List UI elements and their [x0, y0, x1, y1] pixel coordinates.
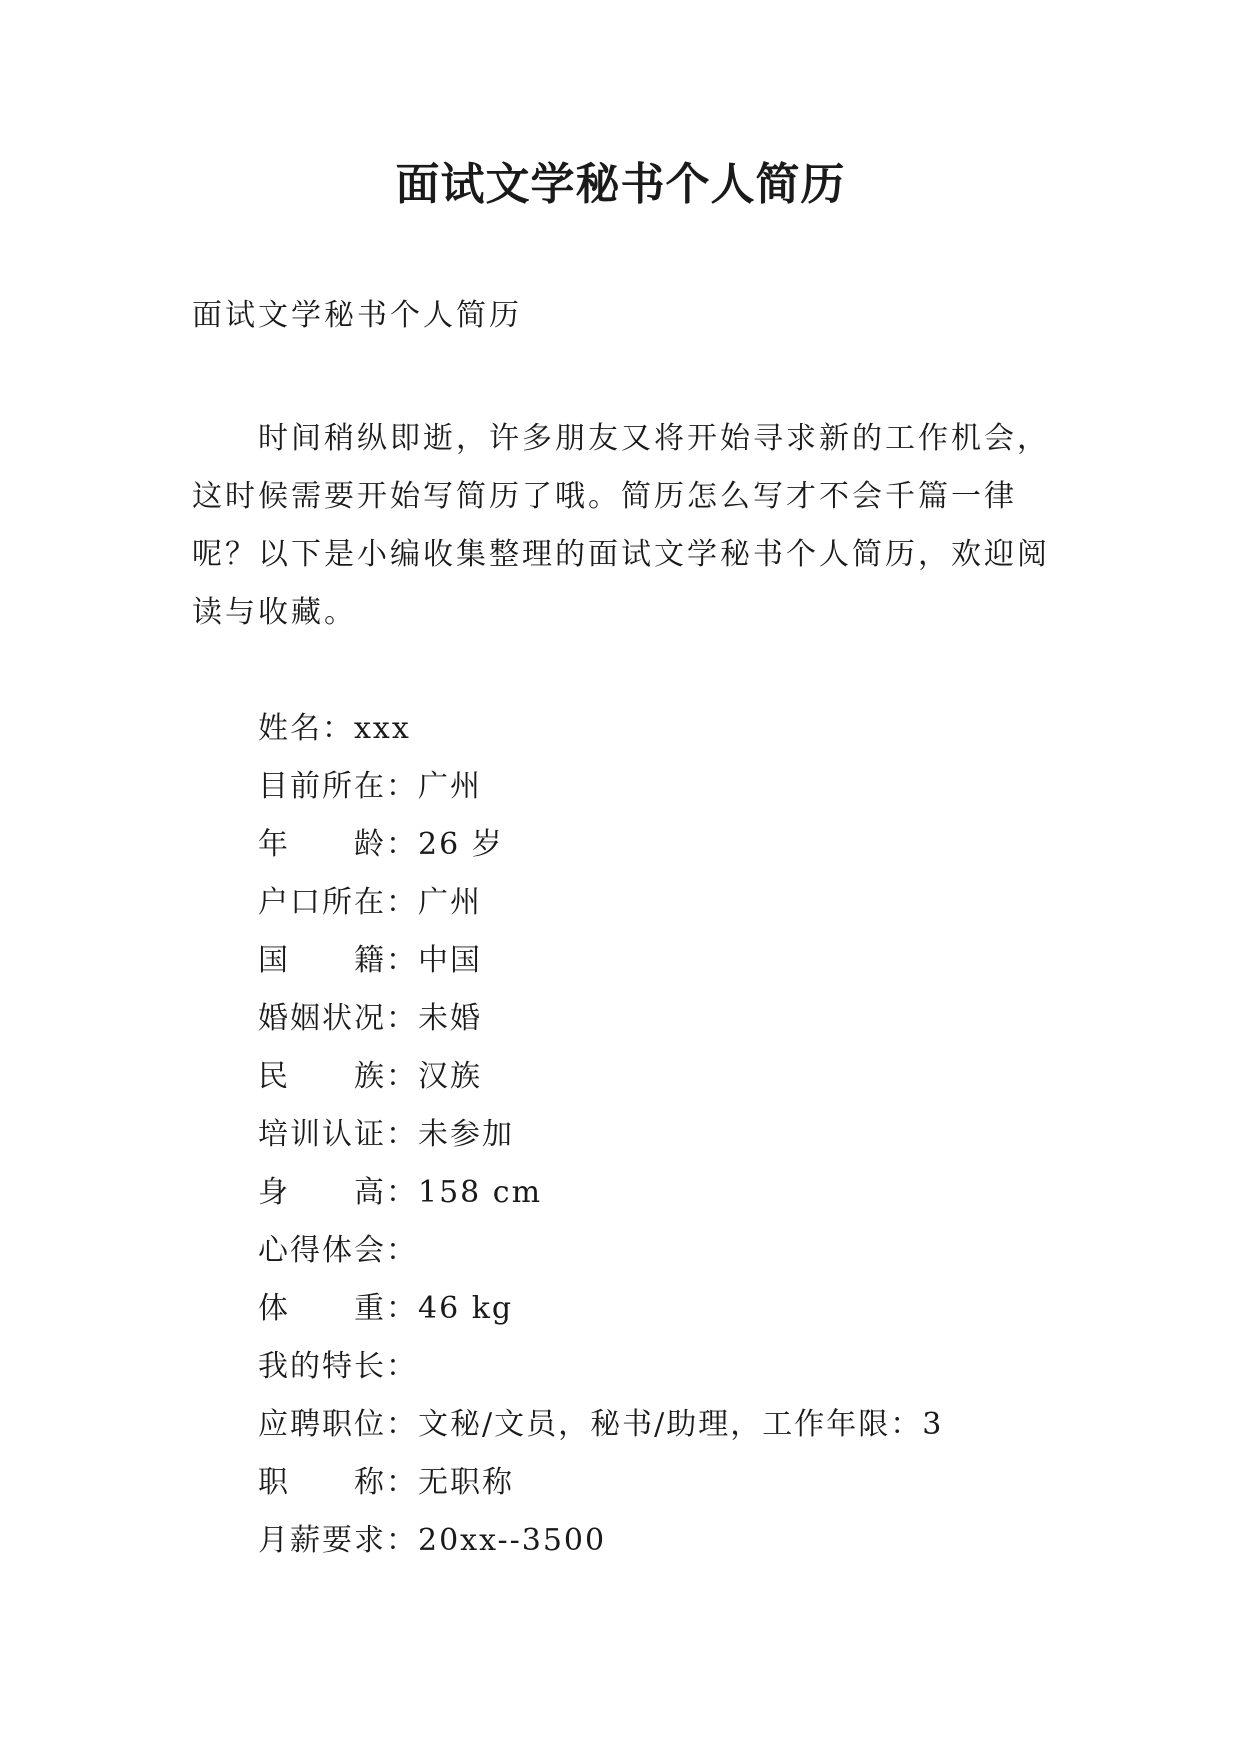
field-value: 46 kg [418, 1291, 514, 1326]
field-label: 户口所在 [258, 885, 386, 920]
field-label: 心得体会 [258, 1233, 386, 1268]
field-separator: ： [386, 1291, 418, 1326]
field-value: 广州 [418, 769, 482, 804]
field-label: 职称 [258, 1465, 386, 1500]
field-value: xxx [354, 711, 411, 746]
field-separator: ： [386, 943, 418, 978]
field-separator: ： [386, 1175, 418, 1210]
field-label: 身高 [258, 1175, 386, 1210]
field-label: 体重 [258, 1291, 386, 1326]
field-weight [258, 1280, 943, 1338]
field-position-applied [258, 1396, 943, 1454]
field-label: 应聘职位 [258, 1407, 386, 1442]
field-label: 民族 [258, 1059, 386, 1094]
field-value: 未婚 [418, 1001, 482, 1036]
field-salary-requirement [258, 1512, 943, 1570]
field-value: 26 岁 [418, 827, 504, 862]
field-separator: ： [386, 1117, 418, 1152]
field-label: 培训认证 [258, 1117, 386, 1152]
field-label: 姓名 [258, 711, 322, 746]
field-value: 20xx--3500 [418, 1523, 607, 1558]
intro-paragraph: 时间稍纵即逝，许多朋友又将开始寻求新的工作机会，这时候需要开始写简历了哦。简历怎么写才不会千篇一律呢？以下是小编收集整理的面试文学秘书个人简历，欢迎阅读与收藏。 [192, 421, 1050, 630]
field-reflections [258, 1222, 943, 1280]
field-height [258, 1164, 943, 1222]
resume-field-list [258, 700, 943, 1570]
field-separator: ： [386, 769, 418, 804]
field-value: 未参加 [418, 1117, 514, 1152]
field-value: 中国 [418, 943, 482, 978]
field-value: 文秘/文员，秘书/助理，工作年限：3 [418, 1407, 944, 1442]
field-separator: ： [386, 1233, 418, 1268]
field-separator: ： [386, 1465, 418, 1500]
field-label: 国籍 [258, 943, 386, 978]
field-household-registration [258, 874, 943, 932]
field-separator: ： [386, 1001, 418, 1036]
field-label: 婚姻状况 [258, 1001, 386, 1036]
field-ethnicity [258, 1048, 943, 1106]
field-age [258, 816, 943, 874]
field-label: 年龄 [258, 827, 386, 862]
field-value: 汉族 [418, 1059, 482, 1094]
field-label: 目前所在 [258, 769, 386, 804]
field-separator: ： [386, 1059, 418, 1094]
field-separator: ： [386, 827, 418, 862]
field-label: 我的特长 [258, 1349, 386, 1384]
document-subtitle: 面试文学秘书个人简历 [192, 298, 522, 333]
field-current-location [258, 758, 943, 816]
document-title: 面试文学秘书个人简历 [395, 159, 846, 210]
field-separator: ： [386, 1523, 418, 1558]
field-separator: ： [386, 885, 418, 920]
field-value: 无职称 [418, 1465, 514, 1500]
field-value: 158 cm [418, 1175, 543, 1210]
field-specialty [258, 1338, 943, 1396]
field-separator: ： [386, 1407, 418, 1442]
field-value: 广州 [418, 885, 482, 920]
field-name [258, 700, 943, 758]
field-separator: ： [322, 711, 354, 746]
field-separator: ： [386, 1349, 418, 1384]
field-job-title [258, 1454, 943, 1512]
field-label: 月薪要求 [258, 1523, 386, 1558]
field-marital-status [258, 990, 943, 1048]
field-nationality [258, 932, 943, 990]
field-certification [258, 1106, 943, 1164]
